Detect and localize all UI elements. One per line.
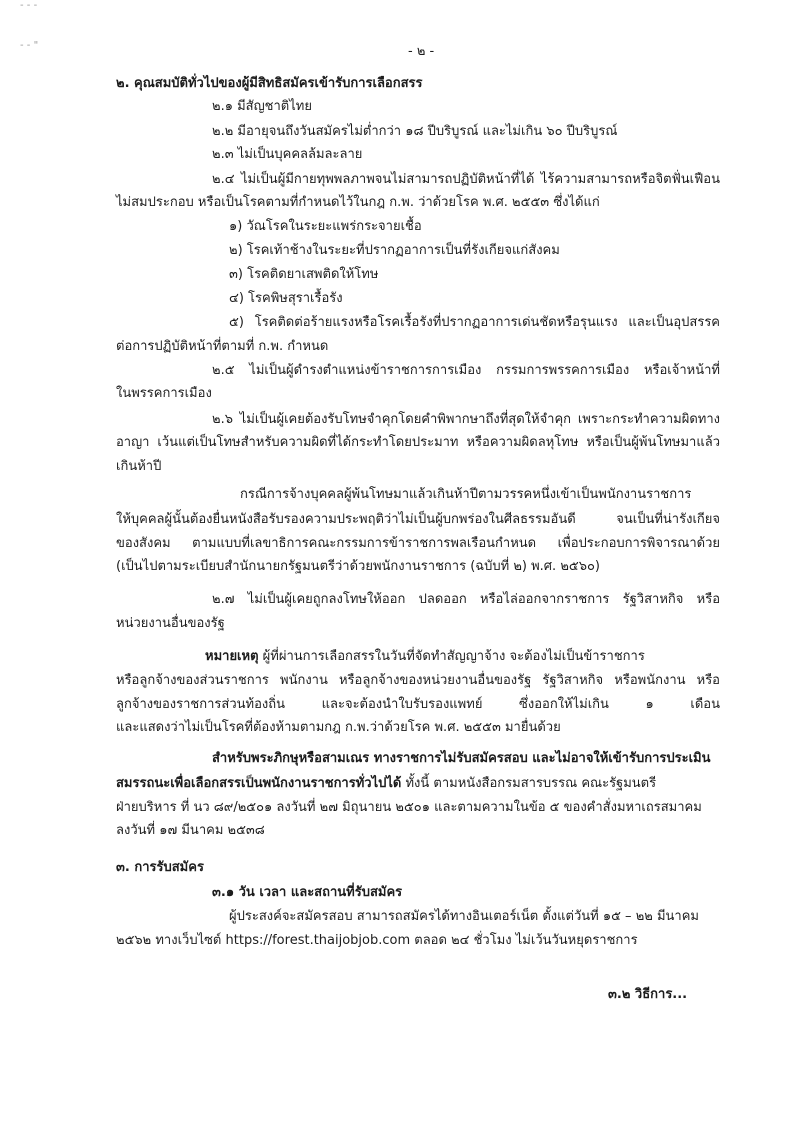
item-2-1: ๒.๑ มีสัญชาติไทย xyxy=(212,99,312,114)
monk-line2 xyxy=(116,774,656,794)
note-label: หมายเหตุ xyxy=(205,649,259,664)
disease-5-line2: ต่อการปฏิบัติหน้าที่ตามที่ ก.พ. กำหนด xyxy=(116,339,329,354)
item-2-3: ๒.๓ ไม่เป็นบุคคลล้มละลาย xyxy=(212,147,363,162)
item-2-7-line1: ๒.๗ ไม่เป็นผู้เคยถูกลงโทษให้ออก ปลดออก หรือไล่ออกจากราชการ รัฐวิสาหกิจ หรือ xyxy=(212,592,720,607)
item-2-6-line2: อาญา เว้นแต่เป็นโทษสำหรับความผิดที่ได้กระทำโดยประมาท หรือความผิดลหุโทษ หรือเป็นผู้พ้นโทษมาแล้ว xyxy=(116,435,720,450)
monk-line2-bold: สมรรถนะเพื่อเลือกสรรเป็นพนักงานราชการทั่วไปได้ xyxy=(116,776,402,791)
section-3-1-line1: ผู้ประสงค์จะสมัครสอบ สามารถสมัครได้ทางอินเตอร์เน็ต ตั้งแต่วันที่ ๑๕ – ๒๒ มีนาคม xyxy=(229,909,699,924)
item-2-4-line1: ๒.๔ ไม่เป็นผู้มีกายทุพพลภาพจนไม่สามารถปฏิบัติหน้าที่ได้ ไร้ความสามารถหรือจิตฟั่นเฟือน xyxy=(212,172,720,187)
paragraph-ex-convict-line2: ให้บุคคลผู้นั้นต้องยื่นหนังสือรับรองความประพฤติว่าไม่เป็นผู้บกพร่องในศีลธรรมอันดี จนเป็นที่น่ารังเกียจ xyxy=(116,512,720,527)
monk-line1: สำหรับพระภิกษุหรือสามเณร ทางราชการไม่รับสมัครสอบ และไม่อาจให้เข้ารับการประเมิน xyxy=(212,751,711,766)
scan-mark-top: - - - xyxy=(20,0,38,11)
disease-4: ๔) โรคพิษสุราเรื้อรัง xyxy=(229,291,343,306)
item-2-4-line2: ไม่สมประกอบ หรือเป็นโรคตามที่กำหนดไว้ในกฎ ก.พ. ว่าด้วยโรค พ.ศ. ๒๕๕๓ ซึ่งได้แก่ xyxy=(116,195,600,210)
paragraph-ex-convict-line4: (เป็นไปตามระเบียบสำนักนายกรัฐมนตรีว่าด้วยพนักงานราชการ (ฉบับที่ ๒) พ.ศ. ๒๕๖๐) xyxy=(116,559,600,574)
paragraph-ex-convict-line3: ของสังคม ตามแบบที่เลขาธิการคณะกรรมการข้าราชการพลเรือนกำหนด เพื่อประกอบการพิจารณาด้วย xyxy=(116,536,720,551)
disease-2: ๒) โรคเท้าช้างในระยะที่ปรากฏอาการเป็นที่รังเกียจแก่สังคม xyxy=(229,243,560,258)
section-3-heading: ๓. การรับสมัคร xyxy=(116,860,204,875)
item-2-5-line2: ในพรรคการเมือง xyxy=(116,386,212,401)
disease-5-line1: ๕) โรคติดต่อร้ายแรงหรือโรคเรื้อรังที่ปรากฏอาการเด่นชัดหรือรุนแรง และเป็นอุปสรรค xyxy=(229,315,720,330)
note-line4: และแสดงว่าไม่เป็นโรคที่ต้องห้ามตามกฎ ก.พ.ว่าด้วยโรค พ.ศ. ๒๕๕๓ มายื่นด้วย xyxy=(116,720,561,735)
item-2-6-line3: เกินห้าปี xyxy=(116,459,162,474)
scan-mark-left: - - " xyxy=(20,40,39,51)
note-line1 xyxy=(205,647,645,667)
monk-line4: ลงวันที่ ๑๗ มีนาคม ๒๕๓๘ xyxy=(116,823,265,838)
monk-line3: ฝ่ายบริหาร ที่ นว ๘๙/๒๕๐๑ ลงวันที่ ๒๗ มิถุนายน ๒๕๐๑ และตามความในข้อ ๕ ของคำสั่งมหาเถรสมาคม xyxy=(116,800,702,815)
page-number: - ๒ - xyxy=(408,44,435,59)
item-2-2: ๒.๒ มีอายุจนถึงวันสมัครไม่ต่ำกว่า ๑๘ ปีบริบูรณ์ และไม่เกิน ๖๐ ปีบริบูรณ์ xyxy=(212,124,618,139)
disease-3: ๓) โรคติดยาเสพติดให้โทษ xyxy=(229,267,379,282)
note-line3: ลูกจ้างของราชการส่วนท้องถิ่น และจะต้องนำใบรับรองแพทย์ ซึ่งออกให้ไม่เกิน ๑ เดือน xyxy=(116,697,720,712)
item-2-7-line2: หน่วยงานอื่นของรัฐ xyxy=(116,616,225,631)
monk-line2-text: ทั้งนี้ ตามหนังสือกรมสารบรรณ คณะรัฐมนตรี xyxy=(401,776,657,791)
note-line1-text: ผู้ที่ผ่านการเลือกสรรในวันที่จัดทำสัญญาจ้าง จะต้องไม่เป็นข้าราชการ xyxy=(258,649,645,664)
item-2-5-line1: ๒.๕ ไม่เป็นผู้ดำรงตำแหน่งข้าราชการการเมือง กรรมการพรรคการเมือง หรือเจ้าหน้าที่ xyxy=(212,363,720,378)
item-2-6-line1: ๒.๖ ไม่เป็นผู้เคยต้องรับโทษจำคุกโดยคำพิพากษาถึงที่สุดให้จำคุก เพราะกระทำความผิดทาง xyxy=(212,412,720,427)
disease-1: ๑) วัณโรคในระยะแพร่กระจายเชื้อ xyxy=(229,219,422,234)
note-line2: หรือลูกจ้างของส่วนราชการ พนักงาน หรือลูกจ้างของหน่วยงานอื่นของรัฐ รัฐวิสาหกิจ หรือพนักงาน หรือ xyxy=(116,673,720,688)
section-3-1-line2: ๒๕๖๒ ทางเว็บไซต์ https://forest.thaijobjob.com ตลอด ๒๔ ชั่วโมง ไม่เว้นวันหยุดราชการ xyxy=(116,933,638,948)
section-3-1-heading: ๓.๑ วัน เวลา และสถานที่รับสมัคร xyxy=(212,885,403,900)
paragraph-ex-convict-line1: กรณีการจ้างบุคคลผู้พ้นโทษมาแล้วเกินห้าปีตามวรรคหนึ่งเข้าเป็นพนักงานราชการ xyxy=(240,487,692,502)
section-2-heading: ๒. คุณสมบัติทั่วไปของผู้มีสิทธิสมัครเข้ารับการเลือกสรร xyxy=(116,76,423,91)
next-page-indicator: ๓.๒ วิธีการ... xyxy=(608,987,688,1002)
